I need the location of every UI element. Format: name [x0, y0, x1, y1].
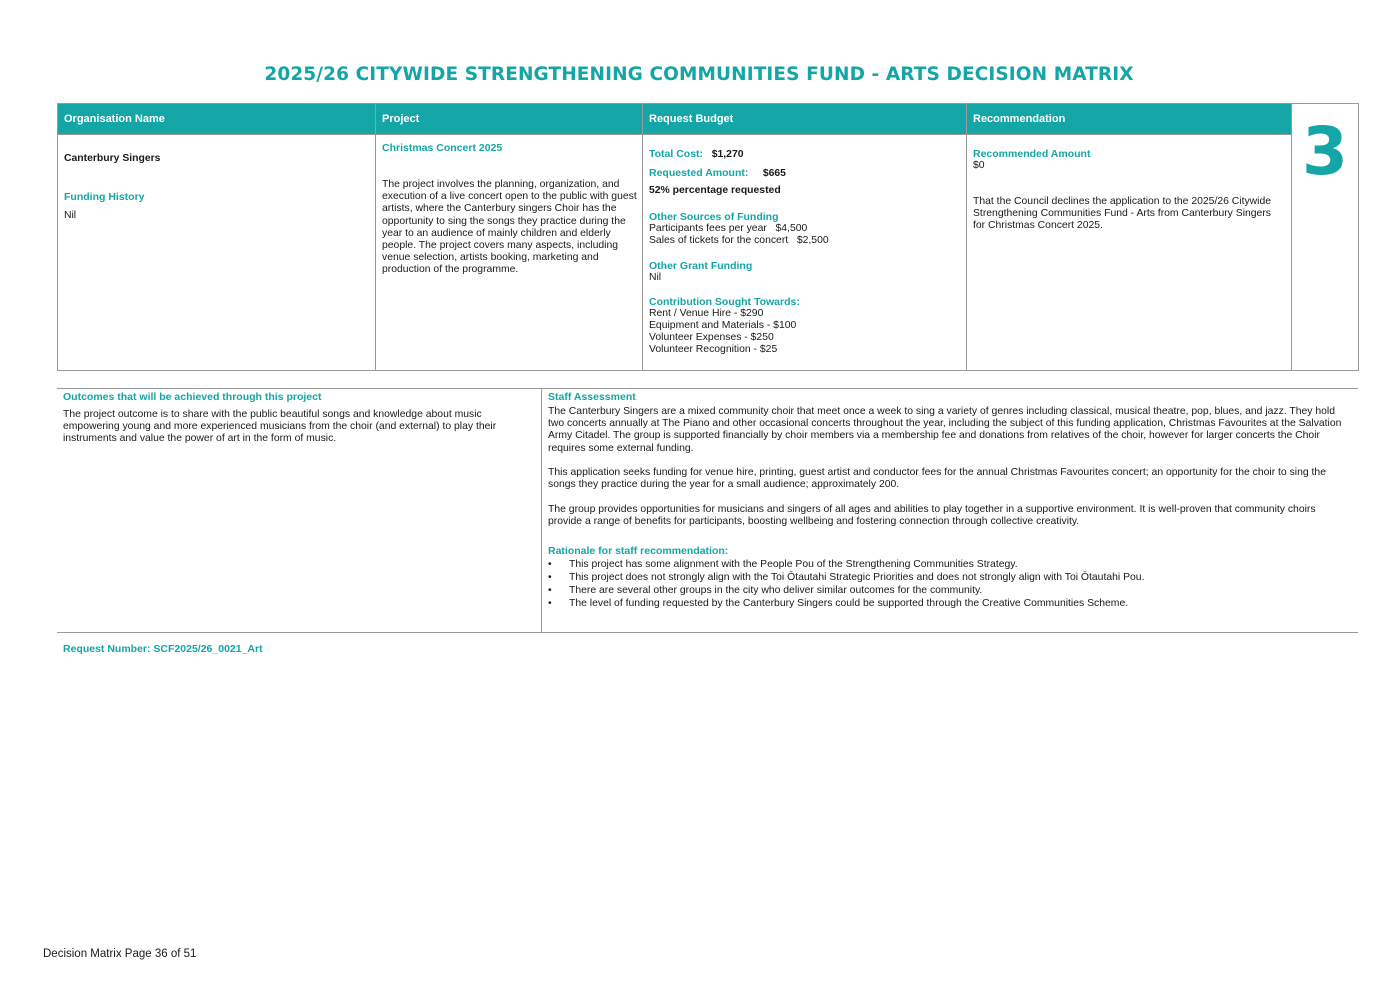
- request-number: Request Number: SCF2025/26_0021_Art: [63, 643, 263, 655]
- outcomes-label: Outcomes that will be achieved through this project: [63, 391, 322, 403]
- contribution-item: Rent / Venue Hire - $290: [649, 308, 764, 319]
- staff-assessment-label: Staff Assessment: [548, 391, 636, 403]
- funding-history-value: Nil: [64, 210, 77, 221]
- decision-matrix-table: [57, 103, 1359, 371]
- other-source-item: [649, 223, 807, 235]
- contribution-item: Equipment and Materials - $100: [649, 320, 797, 331]
- section-divider: [541, 389, 542, 632]
- requested-amount-label: Requested Amount:: [649, 167, 749, 179]
- percentage-requested: 52% percentage requested: [649, 185, 781, 196]
- header-recommendation: Recommendation: [967, 104, 1292, 135]
- recommendation-cell: [967, 135, 1292, 371]
- page-title: 2025/26 CITYWIDE STRENGTHENING COMMUNITIES FUND - ARTS DECISION MATRIX: [264, 64, 1134, 85]
- project-title: Christmas Concert 2025: [382, 142, 503, 154]
- total-cost-label: Total Cost:: [649, 148, 704, 160]
- project-description: The project involves the planning, organization, and execution of a live concert open to the public with guest artists, where the Canterbury singers Choir has the opportunity to sing the songs they practice during the year to an audience of mainly children and elderly people. The project covers many aspects, including venue selection, artists booking, marketing and production of the programme.: [382, 179, 637, 276]
- other-grant-label: Other Grant Funding: [649, 260, 753, 272]
- rationale-item: • The level of funding requested by the Canterbury Singers could be supported through the Creative Communities Scheme.: [548, 597, 1348, 610]
- staff-assessment-paragraph: The Canterbury Singers are a mixed community choir that meet once a week to sing a variety of genres including classical, musical theatre, pop, blues, and jazz. They hold two concerts annually at The Piano and other occasional concerts throughout the year, including the subject of this funding application, Christmas Favourites at the Salvation Army Citadel. The group is supported financially by choir members via a membership fee and donations from relatives of the choir, however for larger concerts the Choir requires some external funding.: [548, 406, 1342, 454]
- requested-amount-value: $665: [762, 168, 786, 179]
- item-number: 3: [1302, 113, 1348, 190]
- other-sources-label: Other Sources of Funding: [649, 211, 779, 223]
- item-number-cell: [1292, 104, 1359, 371]
- recommended-amount-value: $0: [973, 160, 985, 171]
- funding-history-label: Funding History: [64, 191, 145, 203]
- organisation-cell: [58, 135, 376, 371]
- recommended-amount-label: Recommended Amount: [973, 148, 1091, 160]
- other-source-label: Sales of tickets for the concert: [649, 235, 789, 246]
- total-cost-value: $1,270: [711, 149, 744, 160]
- contribution-item: Volunteer Expenses - $250: [649, 332, 774, 343]
- rationale-item: • This project has some alignment with the People Pou of the Strengthening Communities Strategy.: [548, 558, 1348, 571]
- staff-assessment-paragraph: The group provides opportunities for musicians and singers of all ages and abilities to play together in a supportive environment. It is well-proven that community choirs provide a range of benefits for participants, boosting wellbeing and fostering connection through collective creativity.: [548, 504, 1316, 528]
- organisation-name: Canterbury Singers: [64, 153, 161, 164]
- header-budget: Request Budget: [643, 104, 967, 135]
- other-source-value: $4,500: [775, 223, 808, 234]
- other-grant-value: Nil: [649, 272, 662, 283]
- other-source-label: Participants fees per year: [649, 223, 767, 234]
- staff-assessment-paragraph: This application seeks funding for venue hire, printing, guest artist and conductor fees for the annual Christmas Favourites concert; an opportunity for the choir to sing the songs they practice during the year for a small audience; approximately 200.: [548, 467, 1326, 491]
- budget-cell: [643, 135, 967, 371]
- header-organisation: Organisation Name: [58, 104, 376, 135]
- page-footer: Decision Matrix Page 36 of 51: [43, 948, 197, 960]
- contribution-item: Volunteer Recognition - $25: [649, 344, 778, 355]
- assessment-section: [57, 388, 1358, 633]
- rationale-item: • This project does not strongly align with the Toi Ōtautahi Strategic Priorities and does not strongly align with Toi Ōtautahi Pou.: [548, 571, 1348, 584]
- header-project: Project: [376, 104, 643, 135]
- rationale-list: [548, 558, 1348, 610]
- other-source-value: $2,500: [796, 235, 829, 246]
- project-cell: [376, 135, 643, 371]
- rationale-label: Rationale for staff recommendation:: [548, 545, 729, 557]
- rationale-item: • There are several other groups in the city who deliver similar outcomes for the community.: [548, 584, 1348, 597]
- recommendation-text: That the Council declines the application to the 2025/26 Citywide Strengthening Communities Fund - Arts from Canterbury Singers for Christmas Concert 2025.: [973, 196, 1272, 232]
- outcomes-text: The project outcome is to share with the public beautiful songs and knowledge about music empowering young and more experienced musicians from the choir (and external) to play their instruments and value the power of art in the form of music.: [63, 409, 497, 445]
- other-source-item: [649, 235, 829, 247]
- contribution-label: Contribution Sought Towards:: [649, 296, 800, 308]
